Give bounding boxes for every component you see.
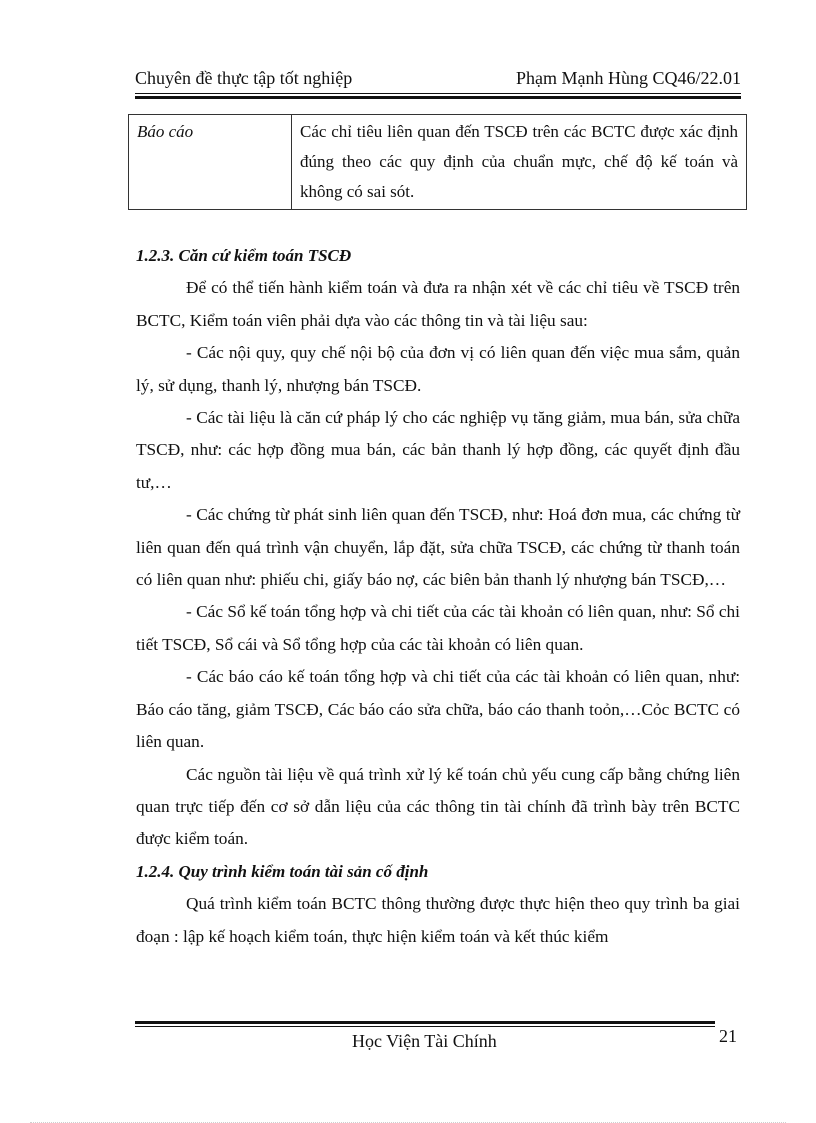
- paragraph: - Các báo cáo kế toán tổng hợp và chi tiết của các tài khoản có liên quan, như: Báo cáo tăng, giảm TSCĐ, Các báo cáo sửa chữa, báo cáo thanh toỏn,…Cỏc BCTC có liên quan.: [136, 667, 740, 752]
- table-cell-content: Các chỉ tiêu liên quan đến TSCĐ trên các BCTC được xác định đúng theo các quy định của chuẩn mực, chế độ kế toán và không có sai sót.: [292, 115, 747, 210]
- paragraph: - Các Sổ kế toán tổng hợp và chi tiết của các tài khoản có liên quan, như: Sổ chi tiết TSCĐ, Sổ cái và Sổ tổng hợp của các tài khoản có liên quan.: [136, 602, 740, 654]
- document-body: [136, 240, 740, 953]
- paragraph: Quá trình kiểm toán BCTC thông thường được thực hiện theo quy trình ba giai đoạn : lập kế hoạch kiểm toán, thực hiện kiểm toán và kết thúc kiểm: [136, 894, 740, 946]
- page-number: 21: [719, 1026, 737, 1046]
- table-row: [129, 115, 747, 210]
- table-cell-label: Báo cáo: [129, 115, 292, 210]
- header-title: Chuyên đề thực tập tốt nghiệp: [135, 68, 353, 88]
- section-heading: 1.2.3. Căn cứ kiểm toán TSCĐ: [136, 246, 352, 265]
- paragraph: - Các chứng từ phát sinh liên quan đến TSCĐ, như: Hoá đơn mua, các chứng từ liên quan đến quá trình vận chuyển, lắp đặt, sửa chữa TSCĐ, các chứng từ thanh toán có liên quan như: phiếu chi, giấy báo nợ, các biên bản thanh lý nhượng bán TSCĐ,…: [136, 505, 740, 590]
- header-rule-thick: [135, 96, 741, 99]
- paragraph: Các nguồn tài liệu về quá trình xử lý kế toán chủ yếu cung cấp bằng chứng liên quan trực tiếp đến cơ sở dẫn liệu của các thông tin tài chính đã trình bày trên BCTC được kiểm toán.: [136, 764, 740, 849]
- paragraph: - Các nội quy, quy chế nội bộ của đơn vị có liên quan đến việc mua sắm, quản lý, sử dụng, thanh lý, nhượng bán TSCĐ.: [136, 343, 740, 395]
- header-rule-thin: [135, 93, 741, 94]
- criteria-table: [128, 114, 747, 210]
- footer-rule-thick: [135, 1021, 715, 1024]
- header-author: Phạm Mạnh Hùng CQ46/22.01: [516, 68, 741, 88]
- paragraph: - Các tài liệu là căn cứ pháp lý cho các nghiệp vụ tăng giảm, mua bán, sửa chữa TSCĐ, như: các hợp đồng mua bán, các bản thanh lý hợp đồng, các quyết định đầu tư,…: [136, 408, 740, 492]
- section-heading: 1.2.4. Quy trình kiểm toán tài sản cố định: [136, 861, 429, 881]
- footer-rule-thin: [135, 1026, 715, 1027]
- footer-institution: Học Viện Tài Chính: [352, 1031, 497, 1051]
- paragraph: Để có thể tiến hành kiểm toán và đưa ra nhận xét về các chỉ tiêu về TSCĐ trên BCTC, Kiểm toán viên phải dựa vào các thông tin và tài liệu sau:: [136, 278, 740, 330]
